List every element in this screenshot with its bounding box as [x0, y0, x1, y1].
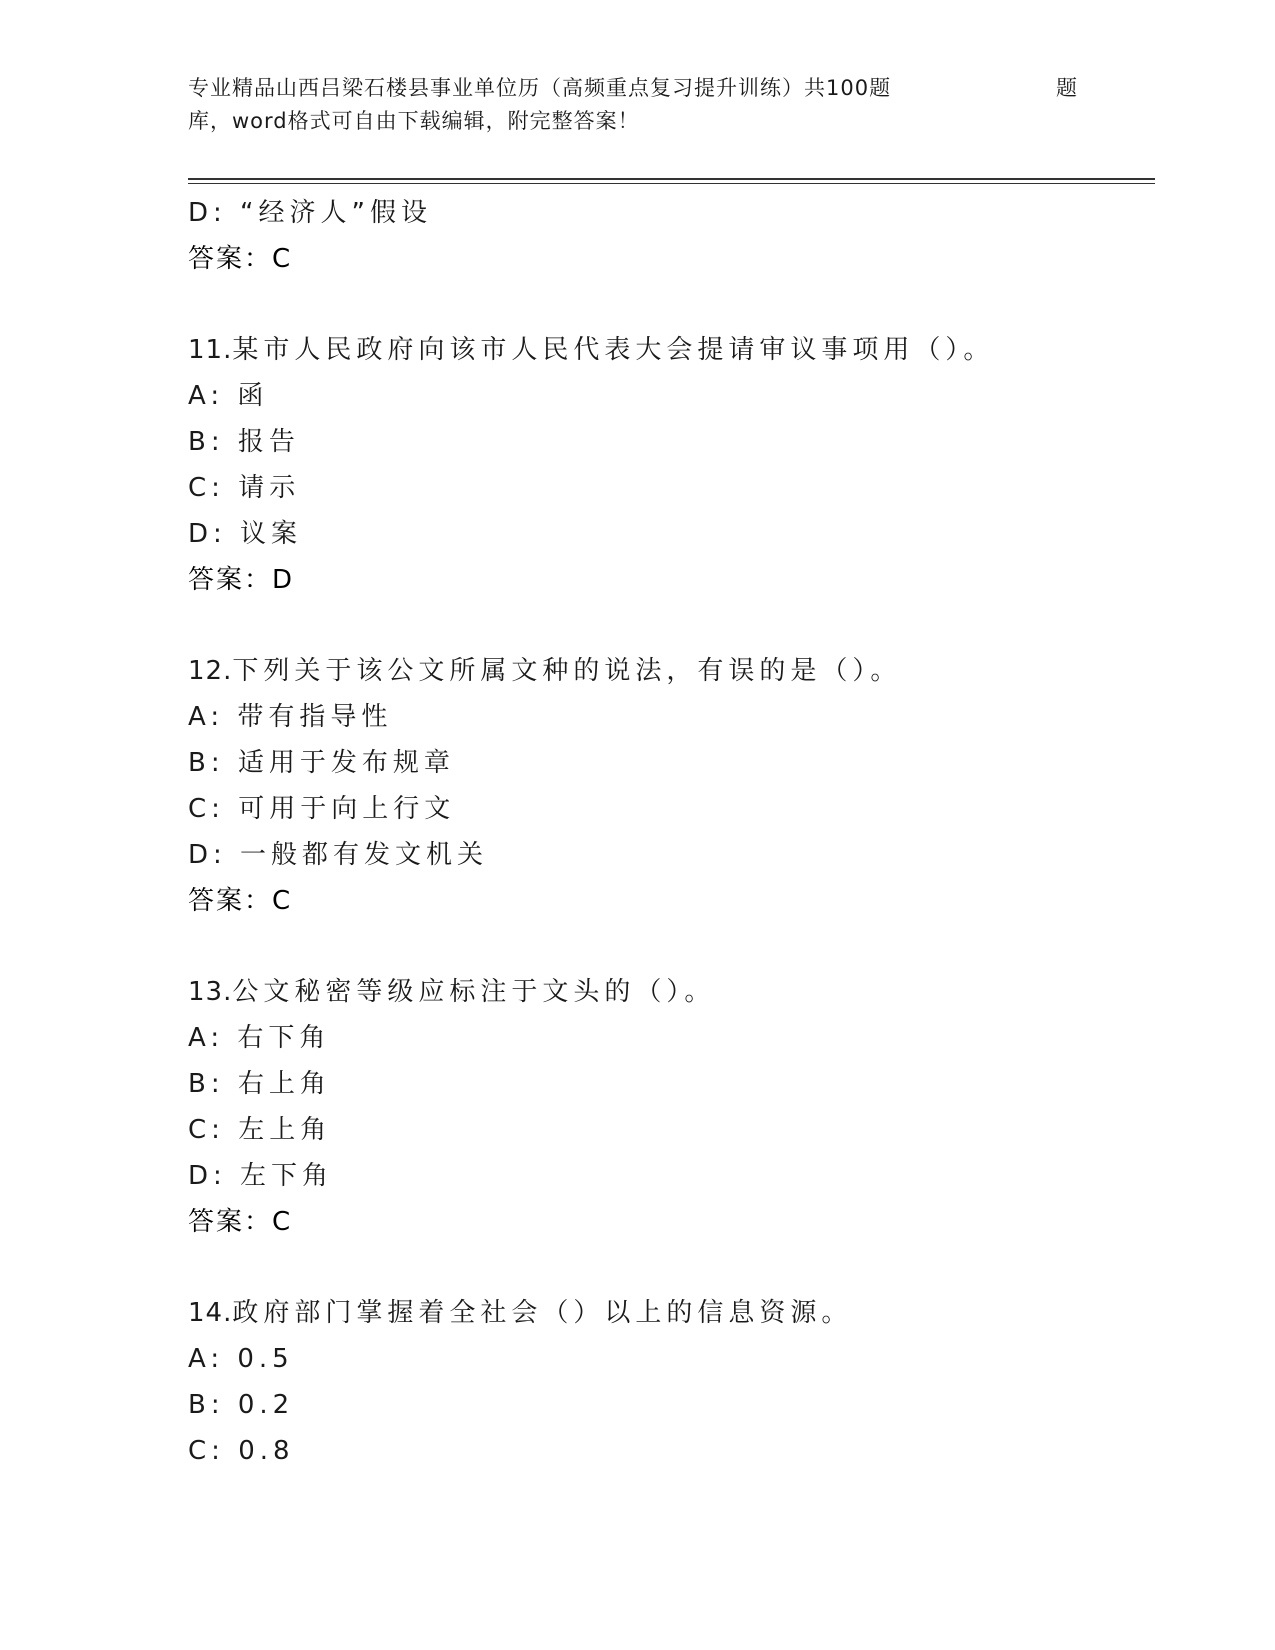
header-line-1	[188, 72, 1088, 105]
header-title: 专业精品山西吕梁石楼县事业单位历（高频重点复习提升训练）共100题	[188, 76, 892, 100]
question-text: 下列关于该公文所属文种的说法，有误的是（）。	[232, 656, 902, 686]
option-d	[188, 1153, 1148, 1199]
option-c	[188, 1107, 1148, 1153]
question-text: 公文秘密等级应标注于文头的（）。	[232, 977, 716, 1007]
option-d	[188, 190, 1148, 236]
question-number: 13.	[188, 977, 233, 1007]
option-text: “经济人”假设	[240, 198, 432, 228]
question-block-12	[188, 648, 1148, 924]
question-block-13	[188, 969, 1148, 1245]
option-text: 0.8	[238, 1436, 295, 1466]
option-a	[188, 373, 1148, 419]
option-label: B:	[188, 748, 225, 778]
option-b	[188, 1382, 1148, 1428]
option-label: B:	[188, 1390, 225, 1420]
question-number: 12.	[188, 656, 233, 686]
option-label: A:	[188, 381, 225, 411]
option-text: 左下角	[240, 1161, 334, 1191]
option-c	[188, 1428, 1148, 1474]
question-text: 政府部门掌握着全社会（）以上的信息资源。	[232, 1298, 853, 1328]
question-text: 某市人民政府向该市人民代表大会提请审议事项用（）。	[232, 335, 995, 365]
option-d	[188, 511, 1148, 557]
option-label: B:	[188, 427, 225, 457]
option-b	[188, 1061, 1148, 1107]
spacer	[188, 1245, 1148, 1290]
answer-line: 答案：C	[188, 886, 293, 916]
option-text: 右上角	[237, 1069, 331, 1099]
option-text: 0.5	[237, 1344, 294, 1374]
question-stem	[188, 327, 1148, 373]
option-label: C:	[188, 1436, 225, 1466]
spacer	[188, 924, 1148, 969]
header-divider-thin	[188, 183, 1155, 184]
question-block-14	[188, 1290, 1148, 1474]
question-number: 14.	[188, 1298, 233, 1328]
document-body	[188, 190, 1148, 1474]
option-a	[188, 694, 1148, 740]
option-label: C:	[188, 473, 225, 503]
spacer	[188, 282, 1148, 327]
question-block-10	[188, 190, 1148, 282]
question-stem	[188, 1290, 1148, 1336]
option-label: A:	[188, 1023, 225, 1053]
option-text: 左上角	[238, 1115, 332, 1145]
option-a	[188, 1336, 1148, 1382]
option-text: 报告	[237, 427, 300, 457]
option-label: D:	[188, 1161, 227, 1191]
question-stem	[188, 648, 1148, 694]
option-text: 请示	[238, 473, 301, 503]
option-b	[188, 740, 1148, 786]
option-label: D:	[188, 198, 227, 228]
header-line-2: 库，word格式可自由下载编辑，附完整答案！	[188, 109, 640, 133]
option-label: B:	[188, 1069, 225, 1099]
option-label: A:	[188, 702, 225, 732]
header-title-tail: 题	[1056, 76, 1078, 100]
option-text: 议案	[240, 519, 303, 549]
option-text: 一般都有发文机关	[240, 840, 489, 870]
option-label: D:	[188, 519, 227, 549]
option-c	[188, 786, 1148, 832]
option-text: 可用于向上行文	[238, 794, 456, 824]
option-label: A:	[188, 1344, 225, 1374]
header-divider-thick	[188, 178, 1155, 180]
question-stem	[188, 969, 1148, 1015]
question-number: 11.	[188, 335, 233, 365]
option-text: 0.2	[237, 1390, 295, 1420]
answer-line: 答案：C	[188, 244, 293, 274]
option-b	[188, 419, 1148, 465]
option-text: 函	[237, 381, 269, 411]
option-label: C:	[188, 794, 225, 824]
option-text: 右下角	[237, 1023, 331, 1053]
option-c	[188, 465, 1148, 511]
document-header	[188, 72, 1088, 138]
option-label: C:	[188, 1115, 225, 1145]
answer-line: 答案：D	[188, 565, 295, 595]
question-block-11	[188, 327, 1148, 603]
option-text: 带有指导性	[237, 702, 393, 732]
option-text: 适用于发布规章	[237, 748, 455, 778]
option-a	[188, 1015, 1148, 1061]
answer-line: 答案：C	[188, 1207, 293, 1237]
spacer	[188, 603, 1148, 648]
option-d	[188, 832, 1148, 878]
option-label: D:	[188, 840, 227, 870]
